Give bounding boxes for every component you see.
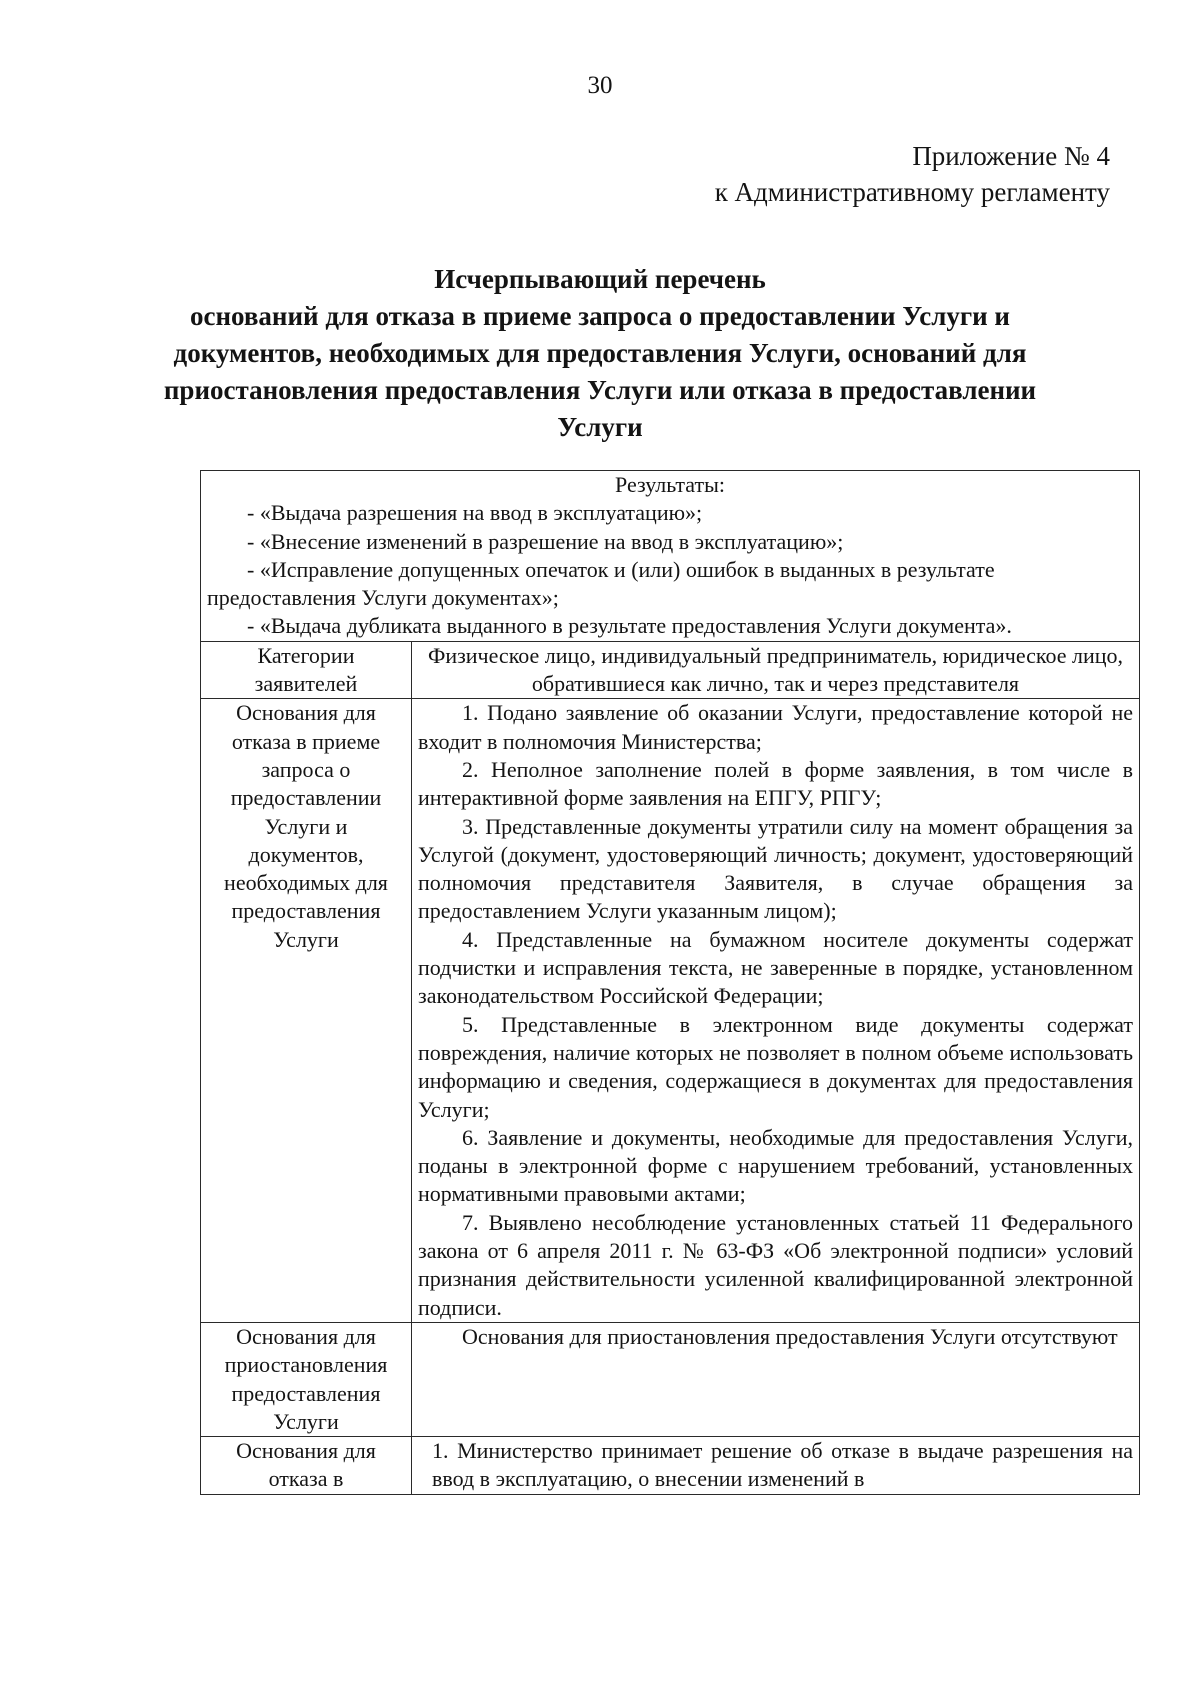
title-line: Услуги: [557, 412, 643, 442]
suspension-text: Основания для приостановления предоставления Услуги отсутствуют: [462, 1323, 1118, 1349]
title-line: Исчерпывающий перечень: [434, 264, 766, 294]
row-content-refusal-to-accept: [412, 699, 1140, 1323]
row-label-refusal-to-accept: Основания для отказа в приеме запроса о предоставлении Услуги и документов, необходимых для предоставления Услуги: [201, 699, 412, 1323]
applicant-categories-text: Физическое лицо, индивидуальный предприниматель, юридическое лицо, обратившиеся как лично, так и через представителя: [427, 642, 1124, 697]
table-row: [201, 1437, 1140, 1495]
document-title: [150, 261, 1050, 446]
table-row: [201, 699, 1140, 1323]
row-label-suspension: Основания для приостановления предоставления Услуги: [201, 1322, 412, 1436]
row-content-suspension: [412, 1322, 1140, 1436]
table-row: [201, 641, 1140, 699]
page-number: 30: [587, 72, 613, 99]
ground-item: 3. Представленные документы утратили силу на момент обращения за Услугой (документ, удостоверяющий личность; документ, удостоверяющий полномочия представителя Заявителя, в случае обращения за предоставлением Услуги указанным лицом);: [418, 813, 1133, 924]
ground-item: 2. Неполное заполнение полей в форме заявления, в том числе в интерактивной форме заявления на ЕПГУ, РПГУ;: [418, 756, 1133, 811]
ground-item: 5. Представленные в электронном виде документы содержат повреждения, наличие которых не позволяет в полном объеме использовать информацию и сведения, содержащиеся в документах для предоставления Услуги;: [418, 1011, 1133, 1122]
ground-item: 6. Заявление и документы, необходимые для предоставления Услуги, поданы в электронной форме с нарушением требований, установленных нормативными правовыми актами;: [418, 1124, 1133, 1207]
grounds-table: [200, 470, 1140, 1495]
appendix-number: Приложение № 4: [912, 141, 1110, 171]
results-row: [201, 471, 1140, 642]
refusal-of-service-text: 1. Министерство принимает решение об отказе в выдаче разрешения на ввод в эксплуатацию, о внесении изменений в: [432, 1438, 1133, 1492]
title-line: приостановления предоставления Услуги или отказа в предоставлении: [163, 375, 1037, 405]
results-cell: [201, 471, 1140, 642]
ground-item: 7. Выявлено несоблюдение установленных статьей 11 Федерального закона от 6 апреля 2011 г. № 63-ФЗ «Об электронной подписи» условий признания действительности усиленной квалифицированной электронной подписи.: [418, 1209, 1133, 1320]
result-item: - «Выдача разрешения на ввод в эксплуатацию»;: [247, 500, 703, 526]
row-label-refusal-of-service: Основания для отказа в: [201, 1437, 412, 1495]
results-heading: Результаты:: [615, 472, 725, 497]
result-item: - «Выдача дубликата выданного в результате предоставления Услуги документа».: [247, 613, 1012, 639]
title-line: оснований для отказа в приеме запроса о предоставлении Услуги и: [189, 301, 1010, 331]
row-label-applicant-categories: Категории заявителей: [201, 641, 412, 699]
ground-item: 4. Представленные на бумажном носителе документы содержат подчистки и исправления текста, не заверенные в порядке, установленном законодательством Российской Федерации;: [418, 926, 1133, 1009]
result-item: - «Внесение изменений в разрешение на ввод в эксплуатацию»;: [247, 528, 844, 554]
row-content-applicant-categories: [412, 641, 1140, 699]
appendix-block: [715, 138, 1110, 210]
ground-item: 1. Подано заявление об оказании Услуги, предоставление которой не входит в полномочия Министерства;: [418, 700, 1133, 754]
row-content-refusal-of-service: [412, 1437, 1140, 1495]
result-item: - «Исправление допущенных опечаток и (или) ошибок в выданных в результате предоставления Услуги документах»;: [207, 556, 995, 611]
table-row: [201, 1322, 1140, 1436]
title-line: документов, необходимых для предоставления Услуги, оснований для: [173, 338, 1027, 368]
appendix-reference: к Административному регламенту: [714, 177, 1110, 207]
